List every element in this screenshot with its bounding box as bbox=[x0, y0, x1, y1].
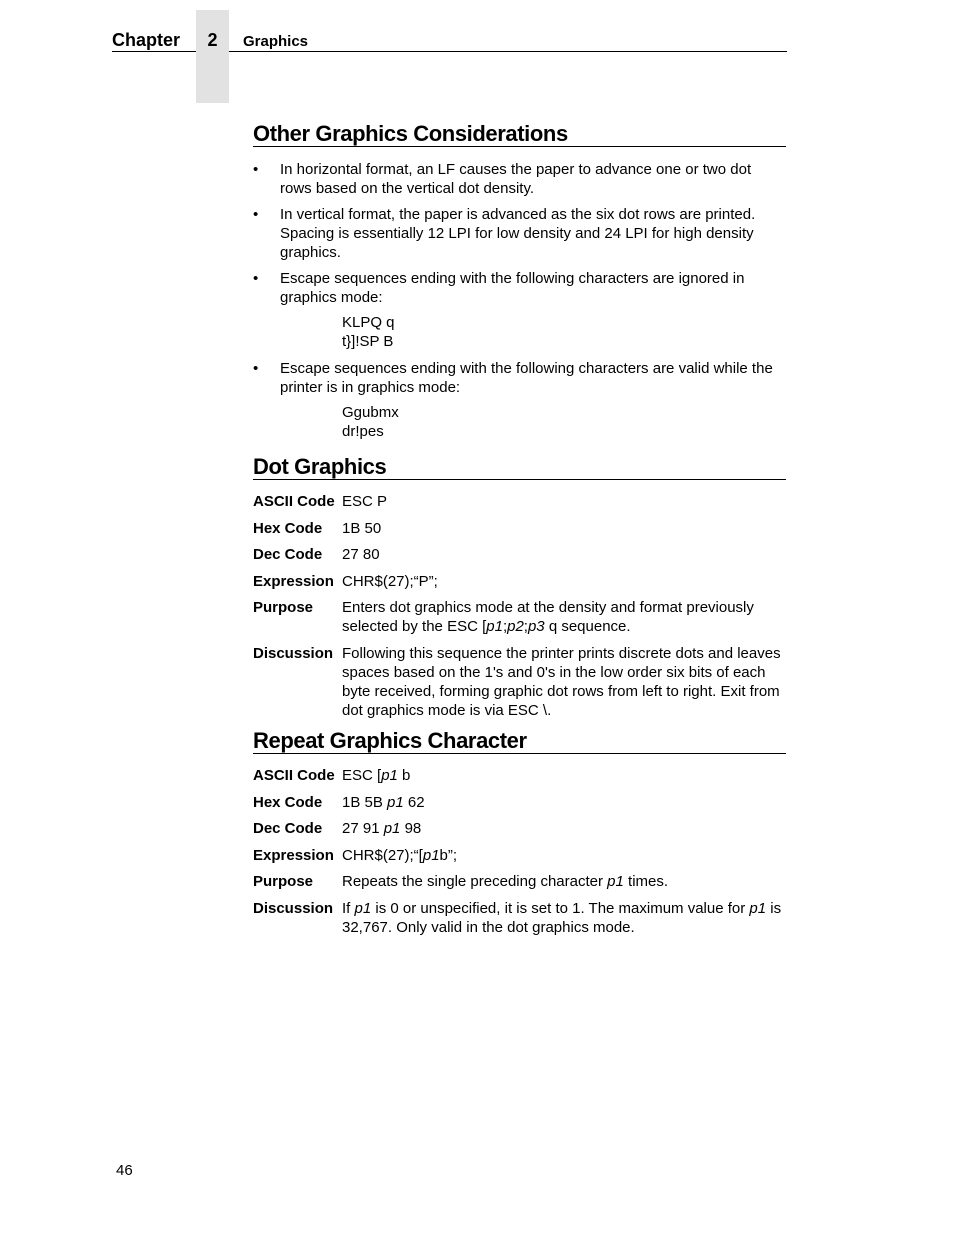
purpose-text-end: times. bbox=[623, 873, 669, 890]
code-line: dr!pes bbox=[342, 423, 384, 440]
dec-code-label: Dec Code bbox=[253, 546, 323, 563]
hex-code-label: Hex Code bbox=[253, 793, 323, 811]
table-row bbox=[253, 819, 786, 846]
code-text: CHR$(27);“[ bbox=[342, 846, 423, 864]
chapter-number: 2 bbox=[207, 30, 218, 50]
table-row bbox=[253, 644, 786, 728]
param-p1: p1 bbox=[607, 873, 624, 890]
repeat-graphics-table bbox=[253, 766, 786, 944]
table-row bbox=[253, 572, 786, 599]
ascii-code-label: ASCII Code bbox=[253, 493, 335, 510]
discussion-text: If bbox=[342, 899, 355, 917]
bullet-icon: • bbox=[253, 161, 259, 178]
table-row bbox=[253, 846, 786, 873]
table-row bbox=[253, 793, 786, 820]
chapter-label: Chapter bbox=[112, 30, 181, 50]
code-line: t}]!SP B bbox=[342, 333, 394, 350]
list-item bbox=[253, 205, 786, 262]
param-p1: p1 bbox=[383, 820, 401, 837]
table-row bbox=[253, 492, 786, 519]
header-rule-left bbox=[112, 51, 196, 52]
param-p2: p2 bbox=[507, 618, 524, 635]
purpose-value bbox=[342, 872, 786, 899]
bullet-icon: • bbox=[253, 360, 259, 377]
table-row bbox=[253, 766, 786, 793]
list-item-text: Escape sequences ending with the following characters are valid while the printer is in graphics mode: bbox=[280, 360, 773, 396]
expression-value bbox=[342, 846, 786, 873]
chapter-tab bbox=[196, 10, 229, 103]
hex-code-label: Hex Code bbox=[253, 519, 323, 537]
purpose-text: Enters dot graphics mode at the density and format previously selected by the ESC [ bbox=[342, 599, 754, 635]
ascii-code-value: ESC P bbox=[342, 493, 388, 510]
code-line: Ggubmx bbox=[342, 404, 399, 421]
ignored-chars bbox=[342, 313, 786, 351]
param-p1: p1 bbox=[422, 846, 440, 864]
purpose-label: Purpose bbox=[253, 873, 314, 890]
dec-code-value: 27 80 bbox=[342, 546, 380, 563]
separator: ; bbox=[523, 618, 528, 635]
param-p1: p1 bbox=[354, 899, 372, 917]
list-item bbox=[253, 160, 786, 198]
code-text: 62 bbox=[403, 793, 425, 811]
table-row bbox=[253, 545, 786, 572]
heading-dot-graphics: Dot Graphics bbox=[253, 457, 786, 480]
heading-repeat-graphics: Repeat Graphics Character bbox=[253, 731, 786, 754]
discussion-label: Discussion bbox=[253, 644, 334, 662]
list-item-text: Escape sequences ending with the following characters are ignored in graphics mode: bbox=[280, 270, 745, 306]
code-line: KLPQ q bbox=[342, 314, 395, 331]
expression-label: Expression bbox=[253, 572, 334, 590]
param-p1: p1 bbox=[486, 618, 503, 635]
discussion-value: Following this sequence the printer prints discrete dots and leaves spaces based on the 1's and 0's in the low order six bits of each byte received, forming graphic dot rows from left to right. Exit from dot graphics mode is via ESC \. bbox=[342, 644, 781, 719]
purpose-text: Repeats the single preceding character bbox=[342, 873, 608, 890]
param-p3: p3 bbox=[527, 618, 545, 635]
code-text: 98 bbox=[400, 820, 422, 837]
purpose-value bbox=[342, 598, 786, 644]
considerations-list bbox=[253, 160, 786, 441]
discussion-value bbox=[342, 899, 786, 945]
hex-code-value: 1B 50 bbox=[342, 519, 382, 537]
code-text: b”; bbox=[439, 846, 458, 864]
discussion-text: is 32,767. Only valid in the dot graphics mode. bbox=[342, 899, 782, 936]
page-content bbox=[253, 121, 786, 944]
section-title: Graphics bbox=[243, 33, 309, 50]
code-text: ESC [ bbox=[342, 767, 382, 784]
header-rule-right bbox=[229, 51, 787, 52]
list-item bbox=[253, 359, 786, 441]
dec-code-label: Dec Code bbox=[253, 820, 323, 837]
list-item bbox=[253, 269, 786, 351]
bullet-icon: • bbox=[253, 206, 259, 223]
expression-label: Expression bbox=[253, 846, 334, 864]
expression-value: CHR$(27);“P”; bbox=[342, 572, 438, 590]
table-row bbox=[253, 872, 786, 899]
list-item-text: In vertical format, the paper is advanced as the six dot rows are printed. Spacing is essentially 12 LPI for low density and 24 LPI for high density graphics. bbox=[280, 206, 756, 261]
ascii-code-value bbox=[342, 766, 786, 793]
table-row bbox=[253, 519, 786, 546]
purpose-text-end: q sequence. bbox=[544, 618, 631, 635]
code-text: b bbox=[397, 767, 411, 784]
param-p1: p1 bbox=[387, 793, 404, 811]
code-text: 27 91 bbox=[342, 820, 384, 837]
bullet-icon: • bbox=[253, 270, 259, 287]
page-number: 46 bbox=[116, 1162, 133, 1179]
valid-chars bbox=[342, 403, 786, 441]
dot-graphics-table bbox=[253, 492, 786, 727]
discussion-label: Discussion bbox=[253, 899, 334, 917]
heading-other-graphics: Other Graphics Considerations bbox=[253, 124, 786, 147]
purpose-label: Purpose bbox=[253, 599, 314, 616]
hex-code-value bbox=[342, 793, 786, 820]
param-p1: p1 bbox=[381, 767, 398, 784]
table-row bbox=[253, 899, 786, 945]
separator: ; bbox=[502, 618, 508, 635]
dec-code-value bbox=[342, 819, 786, 846]
ascii-code-label: ASCII Code bbox=[253, 767, 335, 784]
code-text: 1B 5B bbox=[342, 793, 388, 811]
param-p1: p1 bbox=[749, 899, 767, 917]
discussion-text: is 0 or unspecified, it is set to 1. The maximum value for bbox=[371, 899, 750, 917]
table-row bbox=[253, 598, 786, 644]
list-item-text: In horizontal format, an LF causes the paper to advance one or two dot rows based on the vertical dot density. bbox=[280, 161, 752, 197]
